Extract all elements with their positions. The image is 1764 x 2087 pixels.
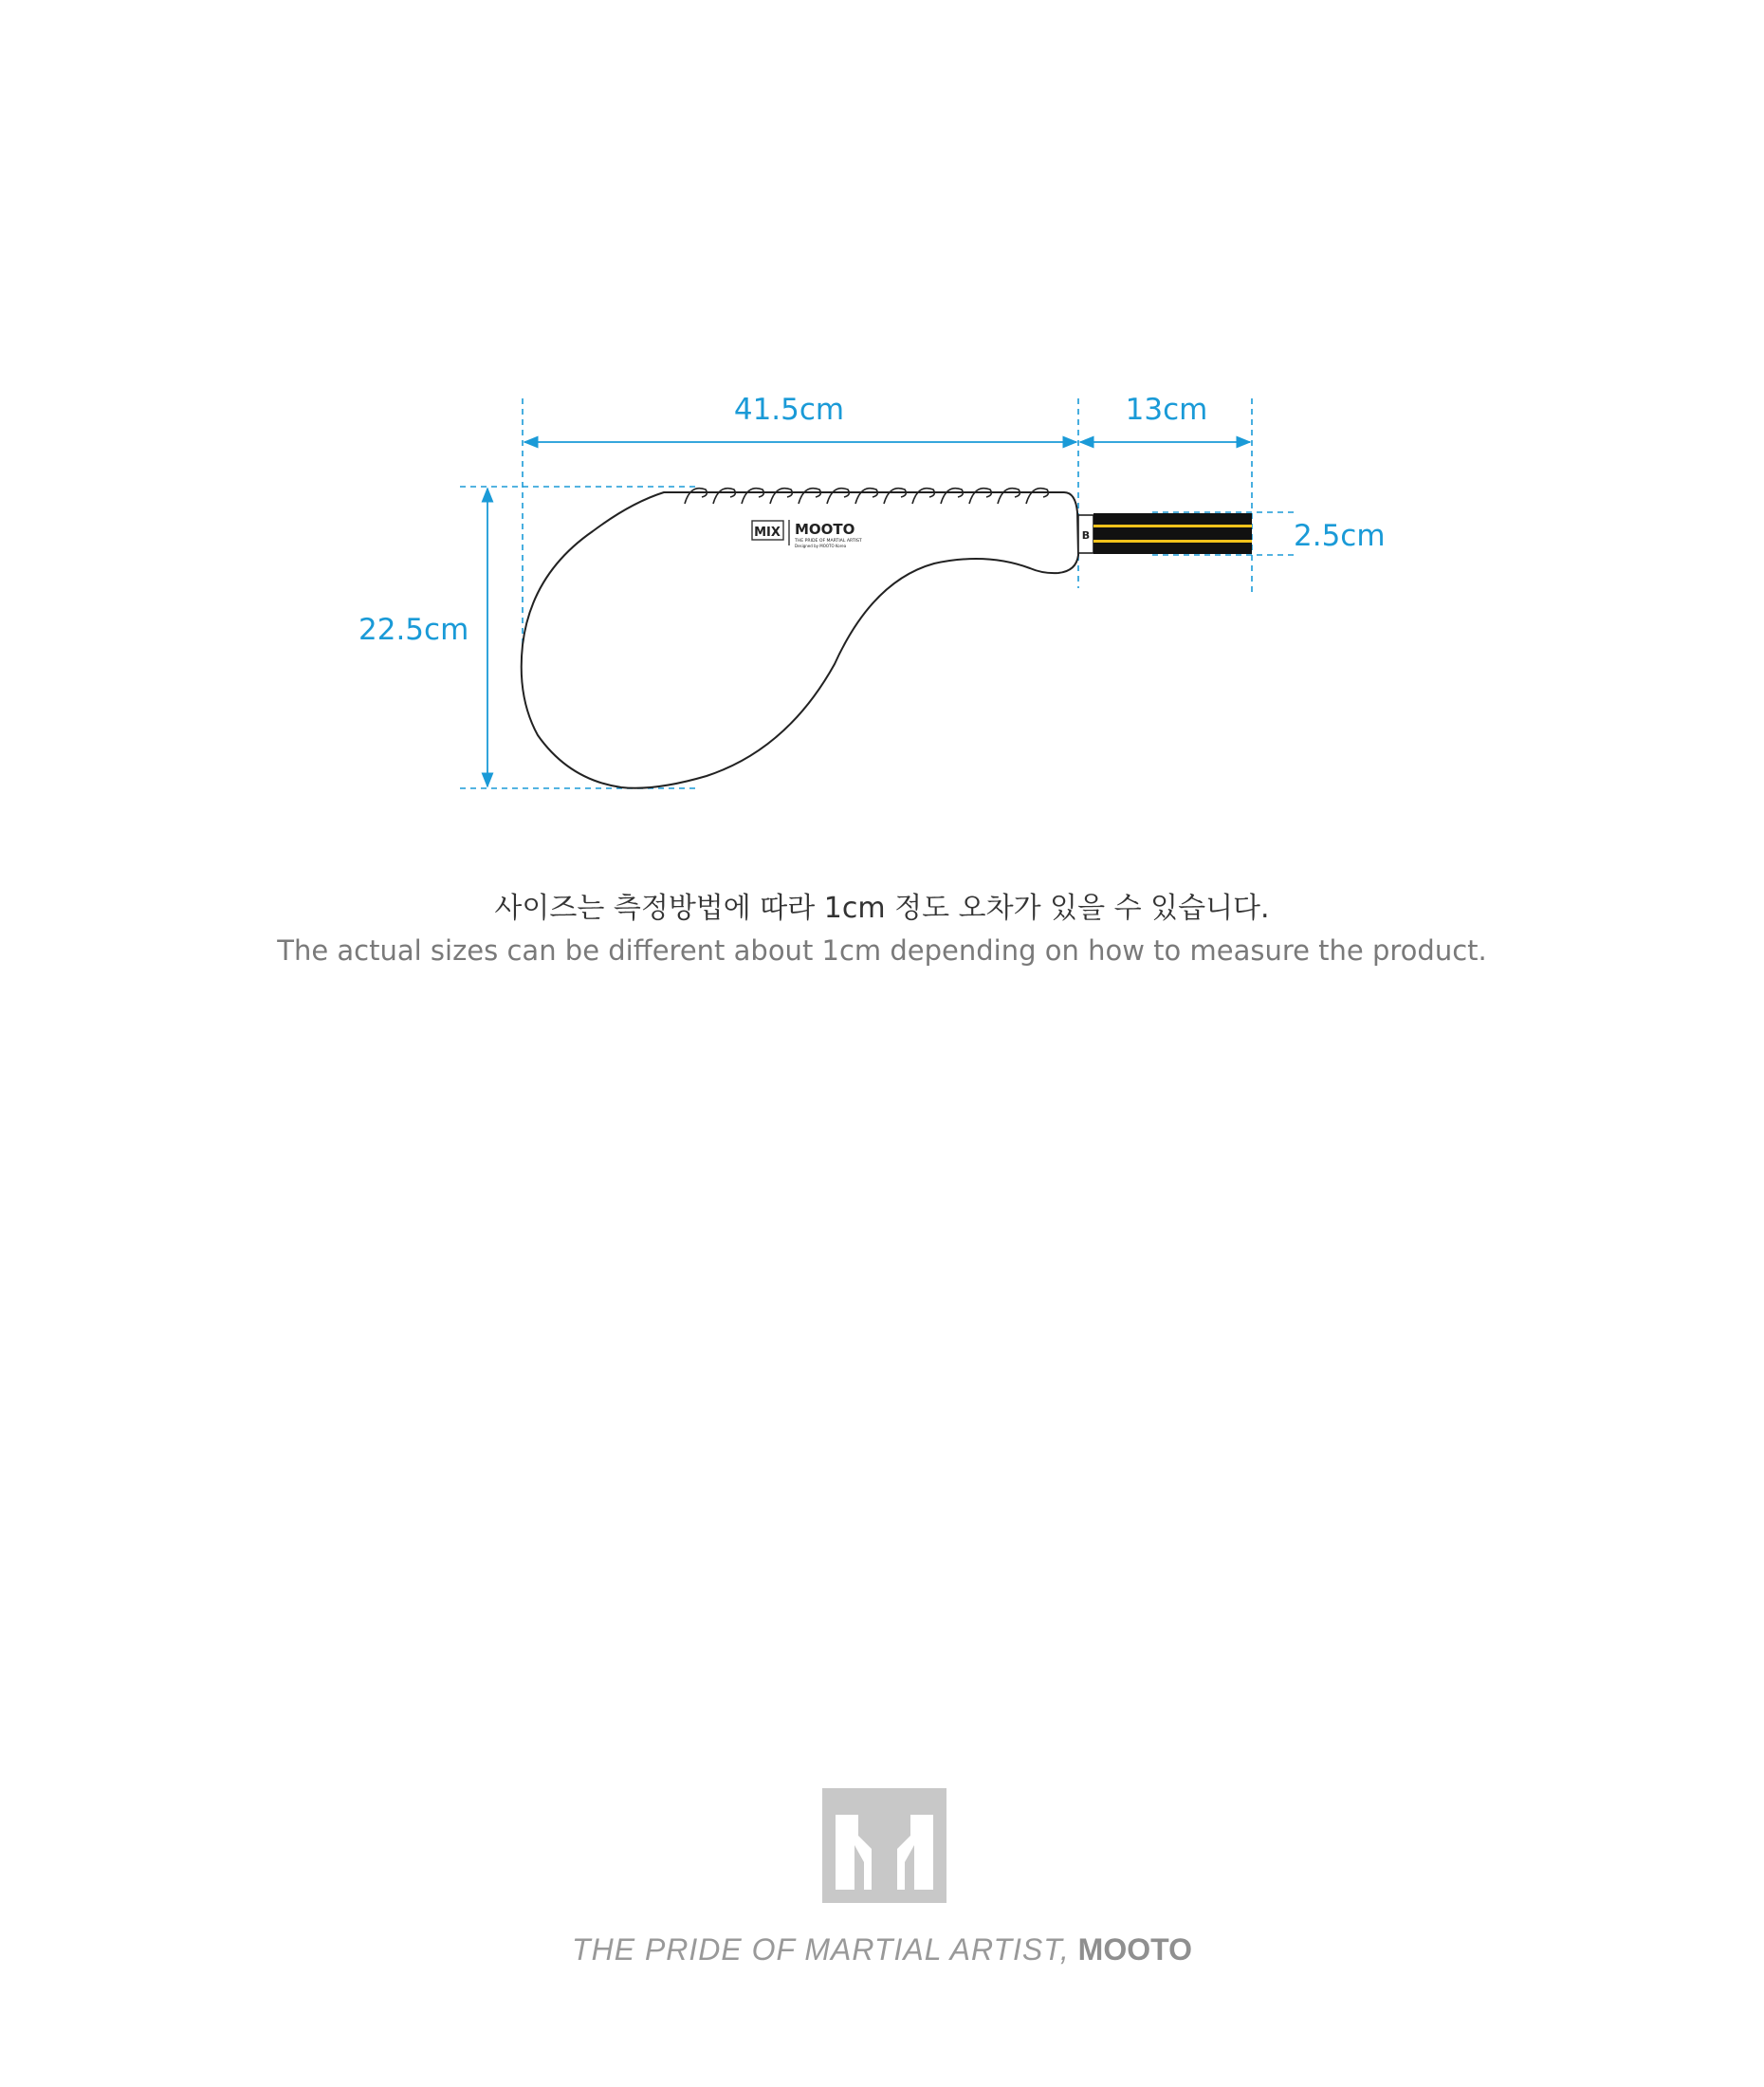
handle-length-dimension-label: 13cm bbox=[1125, 393, 1208, 427]
handle-grip bbox=[1093, 513, 1252, 554]
size-note-english: The actual sizes can be different about 1cm depending on how to measure the product. bbox=[277, 934, 1487, 967]
handle-stripe-bottom bbox=[1093, 540, 1252, 543]
size-note-korean: 사이즈는 측정방법에 따라 1cm 정도 오차가 있을 수 있습니다. bbox=[494, 892, 1270, 925]
length-dimension-label: 41.5cm bbox=[733, 393, 845, 427]
size-diagram bbox=[0, 0, 1764, 854]
mix-logo-text: MIX bbox=[754, 526, 781, 540]
paddle-brand: MOOTO bbox=[795, 521, 855, 538]
paddle-designed: Designed by MOOTO Korea bbox=[795, 544, 847, 548]
mooto-logo-icon bbox=[822, 1788, 946, 1903]
footer-tagline bbox=[0, 1932, 1764, 1967]
handle-stripe-top bbox=[1093, 525, 1252, 527]
handle-width-dimension-label: 2.5cm bbox=[1294, 519, 1386, 553]
tagline-prefix: THE PRIDE OF MARTIAL ARTIST, bbox=[572, 1932, 1070, 1967]
paddle-slogan: THE PRIDE OF MARTIAL ARTIST bbox=[795, 539, 862, 544]
handle-collar-mark: B bbox=[1081, 529, 1091, 542]
paddle-handle bbox=[1078, 513, 1252, 554]
tagline-brand: MOOTO bbox=[1077, 1932, 1192, 1967]
height-dimension-label: 22.5cm bbox=[358, 613, 469, 647]
